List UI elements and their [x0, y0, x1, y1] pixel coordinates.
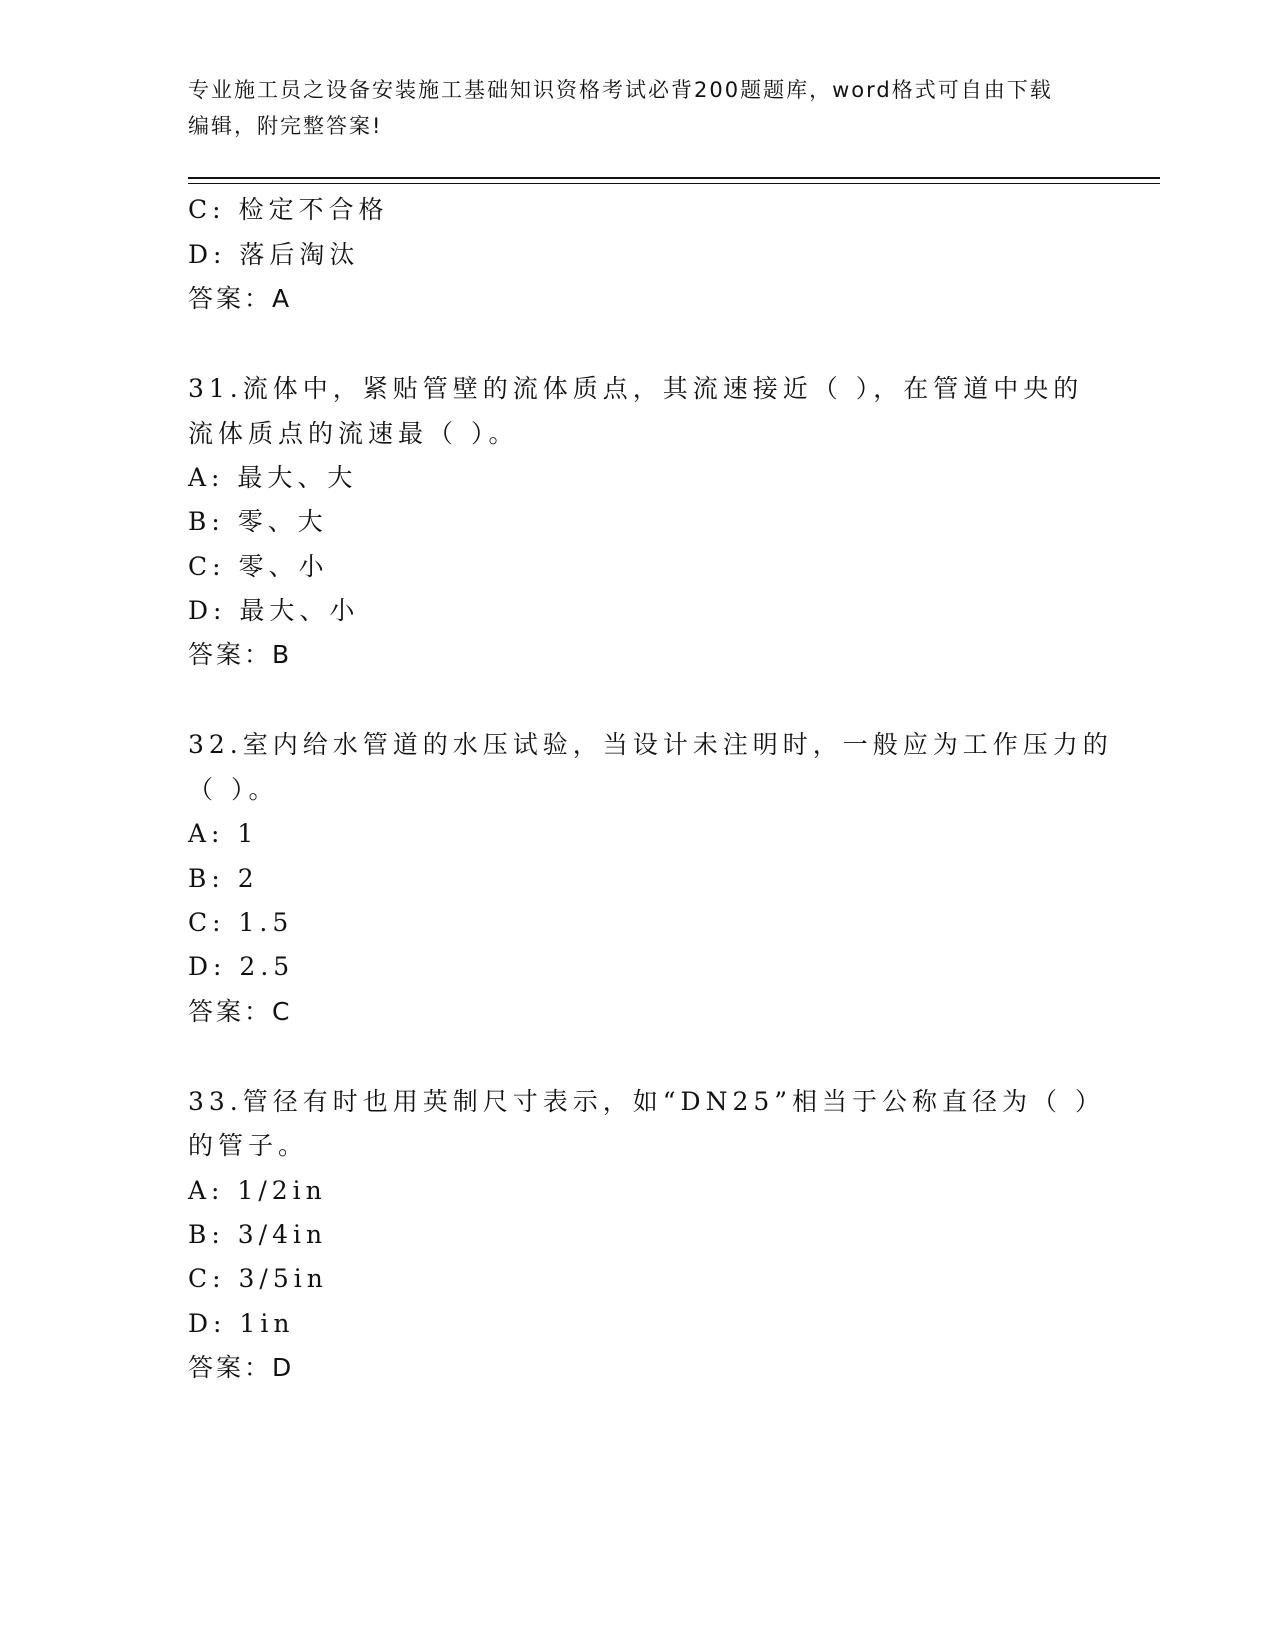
answer-line: 答案：B: [188, 640, 293, 669]
question-stem: 32.室内给水管道的水压试验，当设计未注明时，一般应为工作压力的: [188, 730, 1113, 759]
option-line: B: 2: [188, 864, 259, 893]
answer-line: 答案：C: [188, 997, 293, 1026]
header-rule-thin: [188, 183, 1160, 184]
question-stem: 的管子。: [188, 1131, 309, 1160]
option-line: B: 3/4in: [188, 1220, 328, 1249]
question-stem: （ ）。: [188, 775, 279, 804]
option-line: D: 1in: [188, 1309, 295, 1338]
question-stem: 31.流体中，紧贴管壁的流体质点，其流速接近（ ），在管道中央的: [188, 374, 1084, 403]
question-stem: 流体质点的流速最（ ）。: [188, 419, 519, 448]
option-line: D: 2.5: [188, 952, 295, 981]
option-line: C: 零、小: [188, 552, 329, 581]
header-rule-thick: [188, 177, 1160, 179]
option-line: A: 最大、大: [188, 463, 358, 492]
option-line: C: 3/5in: [188, 1264, 328, 1293]
option-line: A: 1/2in: [188, 1176, 327, 1205]
option-line: D: 落后淘汰: [188, 240, 360, 269]
answer-line: 答案：A: [188, 284, 293, 313]
option-line: B: 零、大: [188, 507, 328, 536]
option-line: A: 1: [188, 819, 259, 848]
option-line: C: 1.5: [188, 908, 294, 937]
option-line: C: 检定不合格: [188, 195, 389, 224]
document-header: 专业施工员之设备安装施工基础知识资格考试必背200题题库，word格式可自由下载编辑，附完整答案!: [188, 78, 1053, 138]
answer-line: 答案：D: [188, 1353, 295, 1382]
option-line: D: 最大、小: [188, 596, 360, 625]
question-stem: 33.管径有时也用英制尺寸表示，如“DN25”相当于公称直径为（ ）: [188, 1087, 1105, 1116]
